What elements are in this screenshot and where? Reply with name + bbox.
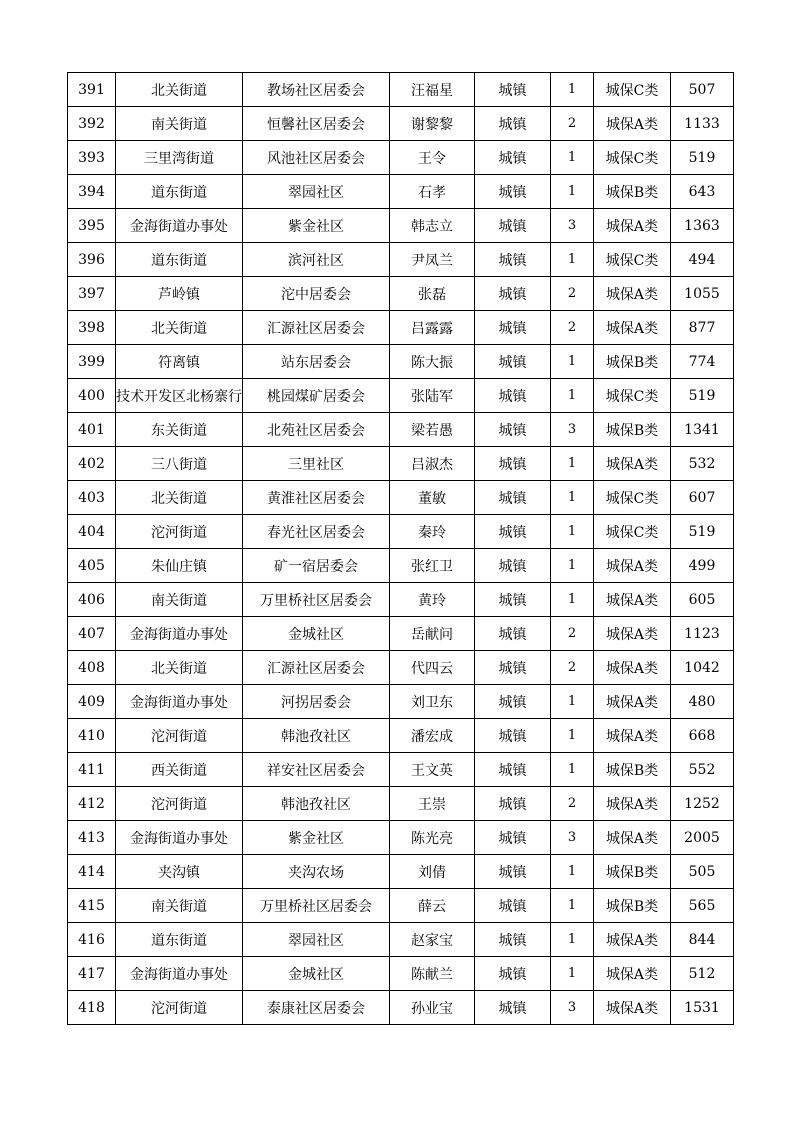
area-type-cell: 城镇 [475,719,551,753]
row-number-cell: 416 [68,923,116,957]
relief-category-cell: 城保C类 [594,243,671,277]
person-name-cell: 王文英 [390,753,475,787]
table-row [68,957,734,991]
table-row [68,481,734,515]
row-number-cell: 407 [68,617,116,651]
household-count-cell: 1 [551,685,594,719]
street-cell: 符离镇 [116,345,243,379]
table-row [68,141,734,175]
person-name-cell: 孙业宝 [390,991,475,1025]
relief-category-cell: 城保C类 [594,141,671,175]
table-row [68,73,734,107]
table-row [68,991,734,1025]
row-number-cell: 401 [68,413,116,447]
table-row [68,107,734,141]
community-cell: 万里桥社区居委会 [243,583,390,617]
row-number-cell: 400 [68,379,116,413]
community-cell: 韩池孜社区 [243,787,390,821]
person-name-cell: 岳献问 [390,617,475,651]
street-cell: 道东街道 [116,243,243,277]
community-cell: 教场社区居委会 [243,73,390,107]
household-count-cell: 1 [551,583,594,617]
person-name-cell: 张红卫 [390,549,475,583]
row-number-cell: 395 [68,209,116,243]
amount-cell: 668 [671,719,734,753]
area-type-cell: 城镇 [475,515,551,549]
area-type-cell: 城镇 [475,889,551,923]
row-number-cell: 418 [68,991,116,1025]
table-row [68,923,734,957]
household-count-cell: 2 [551,277,594,311]
table-row [68,515,734,549]
amount-cell: 1341 [671,413,734,447]
table-row [68,277,734,311]
street-cell: 芦岭镇 [116,277,243,311]
street-cell: 金海街道办事处 [116,209,243,243]
household-count-cell: 1 [551,889,594,923]
table-row [68,651,734,685]
amount-cell: 1252 [671,787,734,821]
area-type-cell: 城镇 [475,957,551,991]
community-cell: 金城社区 [243,617,390,651]
area-type-cell: 城镇 [475,175,551,209]
table-row [68,209,734,243]
person-name-cell: 张磊 [390,277,475,311]
row-number-cell: 412 [68,787,116,821]
table-row [68,617,734,651]
row-number-cell: 402 [68,447,116,481]
community-cell: 汇源社区居委会 [243,651,390,685]
relief-category-cell: 城保C类 [594,379,671,413]
street-cell: 东关街道 [116,413,243,447]
row-number-cell: 409 [68,685,116,719]
amount-cell: 505 [671,855,734,889]
relief-roster-table [67,72,734,1025]
amount-cell: 2005 [671,821,734,855]
street-cell: 三里湾街道 [116,141,243,175]
household-count-cell: 2 [551,787,594,821]
table-row [68,345,734,379]
relief-category-cell: 城保A类 [594,787,671,821]
street-cell: 夹沟镇 [116,855,243,889]
amount-cell: 532 [671,447,734,481]
amount-cell: 605 [671,583,734,617]
person-name-cell: 汪福星 [390,73,475,107]
amount-cell: 1531 [671,991,734,1025]
household-count-cell: 1 [551,753,594,787]
street-cell: 三八街道 [116,447,243,481]
street-cell: 金海街道办事处 [116,957,243,991]
person-name-cell: 薛云 [390,889,475,923]
household-count-cell: 1 [551,175,594,209]
area-type-cell: 城镇 [475,107,551,141]
area-type-cell: 城镇 [475,583,551,617]
amount-cell: 607 [671,481,734,515]
row-number-cell: 406 [68,583,116,617]
community-cell: 夹沟农场 [243,855,390,889]
table-row [68,855,734,889]
community-cell: 桃园煤矿居委会 [243,379,390,413]
row-number-cell: 396 [68,243,116,277]
table-body [68,73,734,1025]
person-name-cell: 王崇 [390,787,475,821]
household-count-cell: 1 [551,447,594,481]
relief-category-cell: 城保A类 [594,277,671,311]
row-number-cell: 398 [68,311,116,345]
amount-cell: 1363 [671,209,734,243]
row-number-cell: 413 [68,821,116,855]
person-name-cell: 张陆军 [390,379,475,413]
relief-category-cell: 城保C类 [594,481,671,515]
relief-category-cell: 城保B类 [594,413,671,447]
table-row [68,753,734,787]
row-number-cell: 410 [68,719,116,753]
household-count-cell: 2 [551,651,594,685]
street-cell: 技术开发区北杨寨行 [116,379,243,413]
household-count-cell: 1 [551,923,594,957]
row-number-cell: 399 [68,345,116,379]
household-count-cell: 1 [551,345,594,379]
household-count-cell: 1 [551,855,594,889]
row-number-cell: 411 [68,753,116,787]
amount-cell: 1042 [671,651,734,685]
person-name-cell: 吕淑杰 [390,447,475,481]
person-name-cell: 石孝 [390,175,475,209]
table-row [68,583,734,617]
table-row [68,413,734,447]
amount-cell: 643 [671,175,734,209]
relief-category-cell: 城保A类 [594,651,671,685]
table-row [68,787,734,821]
row-number-cell: 397 [68,277,116,311]
table-row [68,821,734,855]
street-cell: 金海街道办事处 [116,685,243,719]
row-number-cell: 393 [68,141,116,175]
community-cell: 风池社区居委会 [243,141,390,175]
relief-category-cell: 城保A类 [594,209,671,243]
street-cell: 沱河街道 [116,515,243,549]
community-cell: 恒馨社区居委会 [243,107,390,141]
relief-category-cell: 城保B类 [594,753,671,787]
person-name-cell: 代四云 [390,651,475,685]
area-type-cell: 城镇 [475,413,551,447]
relief-category-cell: 城保A类 [594,549,671,583]
amount-cell: 1133 [671,107,734,141]
community-cell: 滨河社区 [243,243,390,277]
table-row [68,889,734,923]
relief-category-cell: 城保A类 [594,719,671,753]
area-type-cell: 城镇 [475,379,551,413]
street-cell: 北关街道 [116,73,243,107]
community-cell: 三里社区 [243,447,390,481]
area-type-cell: 城镇 [475,345,551,379]
relief-category-cell: 城保A类 [594,311,671,345]
community-cell: 万里桥社区居委会 [243,889,390,923]
area-type-cell: 城镇 [475,311,551,345]
relief-category-cell: 城保A类 [594,107,671,141]
area-type-cell: 城镇 [475,855,551,889]
table-row [68,311,734,345]
area-type-cell: 城镇 [475,277,551,311]
person-name-cell: 秦玲 [390,515,475,549]
street-cell: 南关街道 [116,583,243,617]
amount-cell: 1123 [671,617,734,651]
area-type-cell: 城镇 [475,787,551,821]
street-cell: 沱河街道 [116,719,243,753]
area-type-cell: 城镇 [475,991,551,1025]
relief-category-cell: 城保A类 [594,583,671,617]
community-cell: 沱中居委会 [243,277,390,311]
relief-category-cell: 城保B类 [594,889,671,923]
street-cell: 金海街道办事处 [116,821,243,855]
household-count-cell: 1 [551,719,594,753]
community-cell: 北苑社区居委会 [243,413,390,447]
person-name-cell: 王令 [390,141,475,175]
amount-cell: 519 [671,515,734,549]
community-cell: 站东居委会 [243,345,390,379]
person-name-cell: 刘卫东 [390,685,475,719]
area-type-cell: 城镇 [475,481,551,515]
household-count-cell: 2 [551,617,594,651]
table-row [68,243,734,277]
person-name-cell: 陈光亮 [390,821,475,855]
person-name-cell: 刘倩 [390,855,475,889]
street-cell: 沱河街道 [116,787,243,821]
table-row [68,549,734,583]
relief-category-cell: 城保B类 [594,175,671,209]
household-count-cell: 2 [551,311,594,345]
relief-category-cell: 城保C类 [594,515,671,549]
area-type-cell: 城镇 [475,753,551,787]
area-type-cell: 城镇 [475,447,551,481]
community-cell: 矿一宿居委会 [243,549,390,583]
area-type-cell: 城镇 [475,651,551,685]
amount-cell: 565 [671,889,734,923]
amount-cell: 774 [671,345,734,379]
street-cell: 北关街道 [116,481,243,515]
street-cell: 南关街道 [116,107,243,141]
street-cell: 道东街道 [116,923,243,957]
community-cell: 汇源社区居委会 [243,311,390,345]
person-name-cell: 尹凤兰 [390,243,475,277]
row-number-cell: 408 [68,651,116,685]
community-cell: 泰康社区居委会 [243,991,390,1025]
amount-cell: 512 [671,957,734,991]
relief-category-cell: 城保A类 [594,685,671,719]
amount-cell: 877 [671,311,734,345]
area-type-cell: 城镇 [475,73,551,107]
relief-category-cell: 城保B类 [594,345,671,379]
person-name-cell: 赵家宝 [390,923,475,957]
community-cell: 河拐居委会 [243,685,390,719]
household-count-cell: 3 [551,209,594,243]
amount-cell: 519 [671,141,734,175]
community-cell: 祥安社区居委会 [243,753,390,787]
street-cell: 金海街道办事处 [116,617,243,651]
person-name-cell: 吕露露 [390,311,475,345]
household-count-cell: 3 [551,413,594,447]
person-name-cell: 谢黎黎 [390,107,475,141]
household-count-cell: 3 [551,821,594,855]
amount-cell: 494 [671,243,734,277]
community-cell: 韩池孜社区 [243,719,390,753]
amount-cell: 507 [671,73,734,107]
street-cell: 道东街道 [116,175,243,209]
relief-category-cell: 城保A类 [594,957,671,991]
household-count-cell: 3 [551,991,594,1025]
household-count-cell: 1 [551,957,594,991]
person-name-cell: 梁若愚 [390,413,475,447]
area-type-cell: 城镇 [475,549,551,583]
area-type-cell: 城镇 [475,923,551,957]
row-number-cell: 392 [68,107,116,141]
household-count-cell: 2 [551,107,594,141]
amount-cell: 499 [671,549,734,583]
area-type-cell: 城镇 [475,821,551,855]
person-name-cell: 黄玲 [390,583,475,617]
table-row [68,719,734,753]
person-name-cell: 潘宏成 [390,719,475,753]
table-row [68,685,734,719]
community-cell: 翠园社区 [243,175,390,209]
household-count-cell: 1 [551,141,594,175]
area-type-cell: 城镇 [475,141,551,175]
relief-category-cell: 城保A类 [594,923,671,957]
area-type-cell: 城镇 [475,617,551,651]
row-number-cell: 404 [68,515,116,549]
street-cell: 南关街道 [116,889,243,923]
row-number-cell: 417 [68,957,116,991]
street-cell: 沱河街道 [116,991,243,1025]
person-name-cell: 韩志立 [390,209,475,243]
relief-category-cell: 城保B类 [594,855,671,889]
community-cell: 春光社区居委会 [243,515,390,549]
household-count-cell: 1 [551,515,594,549]
community-cell: 黄淮社区居委会 [243,481,390,515]
row-number-cell: 415 [68,889,116,923]
community-cell: 紫金社区 [243,821,390,855]
table-row [68,175,734,209]
table-row [68,447,734,481]
household-count-cell: 1 [551,481,594,515]
relief-category-cell: 城保C类 [594,73,671,107]
amount-cell: 480 [671,685,734,719]
street-cell: 朱仙庄镇 [116,549,243,583]
area-type-cell: 城镇 [475,209,551,243]
area-type-cell: 城镇 [475,243,551,277]
relief-category-cell: 城保A类 [594,447,671,481]
amount-cell: 844 [671,923,734,957]
row-number-cell: 391 [68,73,116,107]
relief-category-cell: 城保A类 [594,617,671,651]
street-cell: 北关街道 [116,651,243,685]
household-count-cell: 1 [551,379,594,413]
area-type-cell: 城镇 [475,685,551,719]
household-count-cell: 1 [551,243,594,277]
row-number-cell: 403 [68,481,116,515]
row-number-cell: 405 [68,549,116,583]
row-number-cell: 394 [68,175,116,209]
row-number-cell: 414 [68,855,116,889]
street-cell: 北关街道 [116,311,243,345]
table-row [68,379,734,413]
amount-cell: 552 [671,753,734,787]
community-cell: 翠园社区 [243,923,390,957]
relief-category-cell: 城保A类 [594,991,671,1025]
household-count-cell: 1 [551,73,594,107]
community-cell: 金城社区 [243,957,390,991]
community-cell: 紫金社区 [243,209,390,243]
person-name-cell: 陈大振 [390,345,475,379]
person-name-cell: 陈献兰 [390,957,475,991]
amount-cell: 1055 [671,277,734,311]
street-cell: 西关街道 [116,753,243,787]
amount-cell: 519 [671,379,734,413]
relief-category-cell: 城保A类 [594,821,671,855]
person-name-cell: 董敏 [390,481,475,515]
household-count-cell: 1 [551,549,594,583]
